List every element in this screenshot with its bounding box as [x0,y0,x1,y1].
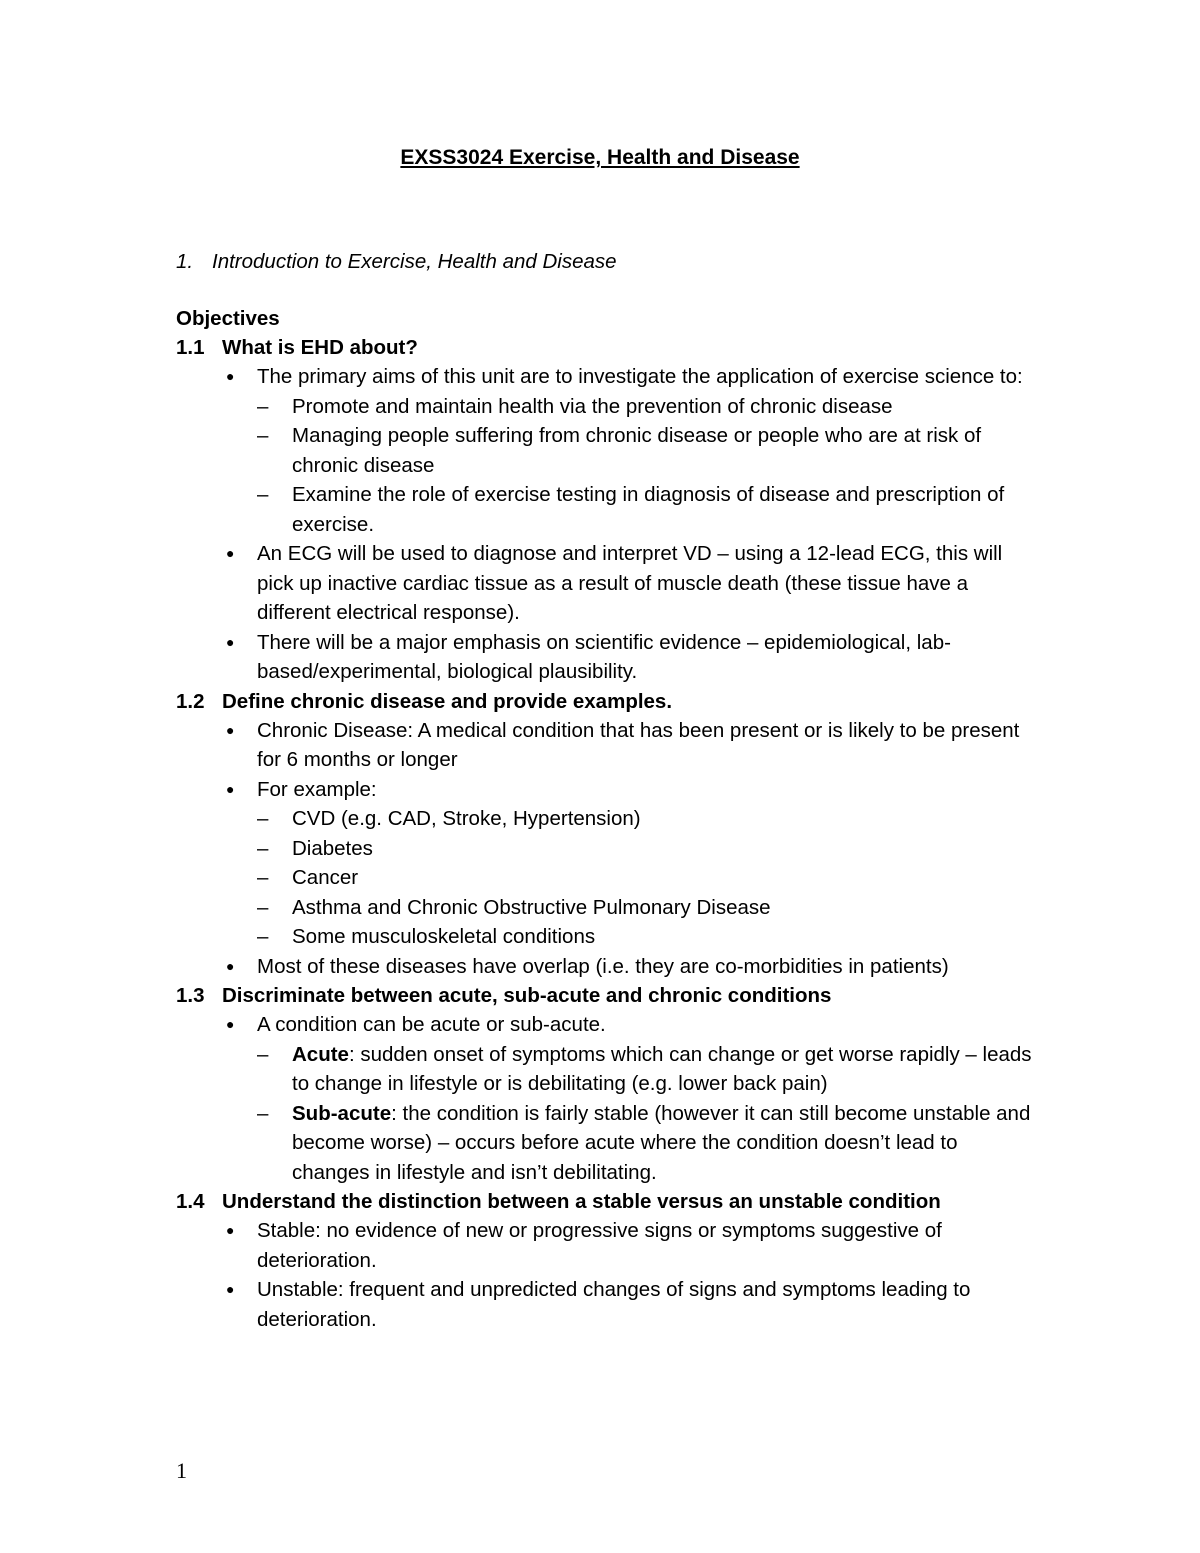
list-item [176,1216,1036,1275]
bullet-icon: ● [226,545,235,561]
sub-list-item [176,834,1036,864]
section-title: Understand the distinction between a stable versus an unstable condition [222,1190,941,1213]
section-title: Discriminate between acute, sub-acute and chronic conditions [222,984,832,1007]
sub-list-item [176,1040,1036,1099]
dash-icon: – [257,424,269,447]
bullet-icon: ● [226,957,235,974]
sub-list-item-text: Examine the role of exercise testing in diagnosis of disease and prescription of exercise. [292,483,1005,536]
sub-list-item-text [292,1040,1036,1099]
section-number: 1.3 [176,984,205,1007]
list-item [176,775,1036,805]
subacute-definition: : the condition is fairly stable (however it can still become unstable and become worse) – occurs before acute where the condition doesn’t lead to changes in lifestyle and isn’t debilitating. [292,1101,1031,1184]
document-title: EXSS3024 Exercise, Health and Disease [400,146,800,169]
intro-text: Introduction to Exercise, Health and Disease [212,250,617,273]
list-item [176,952,1036,982]
section-heading-1-4 [176,1187,1036,1216]
dash-icon: – [257,807,269,830]
intro-number: 1. [176,250,194,273]
sub-list-item [176,804,1036,834]
dash-icon: – [257,1101,269,1125]
sub-list-item-text [292,1099,1036,1188]
document-body [176,304,1036,1334]
section-number: 1.2 [176,689,205,713]
dash-icon: – [257,925,269,948]
section-heading-1-3 [176,981,1036,1010]
dash-icon: – [257,1042,269,1066]
list-item-text: The primary aims of this unit are to investigate the application of exercise science to: [257,365,1023,388]
bullet-icon: ● [226,721,235,738]
dash-icon: – [257,895,269,919]
subacute-term: Sub-acute [292,1101,392,1125]
sub-list-item-text: Diabetes [292,836,373,860]
list-item [176,1275,1036,1334]
dash-icon: – [257,836,269,860]
sub-list-item-text: Asthma and Chronic Obstructive Pulmonary Disease [292,895,771,919]
list-item-text: A condition can be acute or sub-acute. [257,1013,606,1036]
bullet-icon: ● [226,780,235,797]
section-title: Define chronic disease and provide examples. [222,689,673,713]
section-title: What is EHD about? [222,336,418,359]
list-item-text: For example: [257,777,377,801]
sub-list-item-text: Managing people suffering from chronic disease or people who are at risk of chronic disease [292,424,982,477]
list-item [176,628,1036,687]
acute-definition: : sudden onset of symptoms which can change or get worse rapidly – leads to change in lifestyle or is debilitating (e.g. lower back pain) [292,1042,1032,1095]
list-item-text: An ECG will be used to diagnose and interpret VD – using a 12-lead ECG, this will pick up inactive cardiac tissue as a result of muscle death (these tissue have a different electrical response). [257,542,1003,624]
sub-list-item [176,1099,1036,1188]
intro-heading [176,247,617,277]
sub-list-item-text: Promote and maintain health via the prevention of chronic disease [292,394,893,418]
objectives-heading: Objectives [176,307,280,330]
page-number: 1 [176,1458,187,1483]
dash-icon: – [257,483,269,506]
bullet-icon: ● [226,368,235,384]
list-item [176,1010,1036,1040]
sub-list-item [176,480,1036,539]
bullet-icon: ● [226,633,235,650]
sub-list-item [176,893,1036,923]
sub-list-item-text: CVD (e.g. CAD, Stroke, Hypertension) [292,807,641,830]
section-heading-1-2 [176,687,1036,716]
sub-list-item-text: Some musculoskeletal conditions [292,925,596,948]
bullet-icon: ● [226,1016,235,1032]
section-number: 1.4 [176,1190,205,1213]
dash-icon: – [257,866,269,889]
list-item-text: Most of these diseases have overlap (i.e. they are co-morbidities in patients) [257,954,949,978]
bullet-icon: ● [226,1281,235,1297]
list-item-text: Stable: no evidence of new or progressive signs or symptoms suggestive of deterioration. [257,1219,942,1272]
dash-icon: – [257,394,269,418]
sub-list-item [176,922,1036,952]
sub-list-item-text: Cancer [292,866,359,889]
acute-term: Acute [292,1042,349,1066]
section-number: 1.1 [176,336,205,359]
sub-list-item [176,421,1036,480]
list-item-text: There will be a major emphasis on scientific evidence – epidemiological, lab-based/experimental, biological plausibility. [257,630,951,683]
section-heading-1-1 [176,333,1036,362]
list-item-text: Chronic Disease: A medical condition that has been present or is likely to be present for 6 months or longer [257,718,1020,771]
bullet-icon: ● [226,1222,235,1238]
list-item [176,716,1036,775]
list-item [176,362,1036,392]
list-item [176,539,1036,628]
list-item-text: Unstable: frequent and unpredicted changes of signs and symptoms leading to deterioration. [257,1278,971,1331]
sub-list-item [176,863,1036,893]
sub-list-item [176,392,1036,422]
